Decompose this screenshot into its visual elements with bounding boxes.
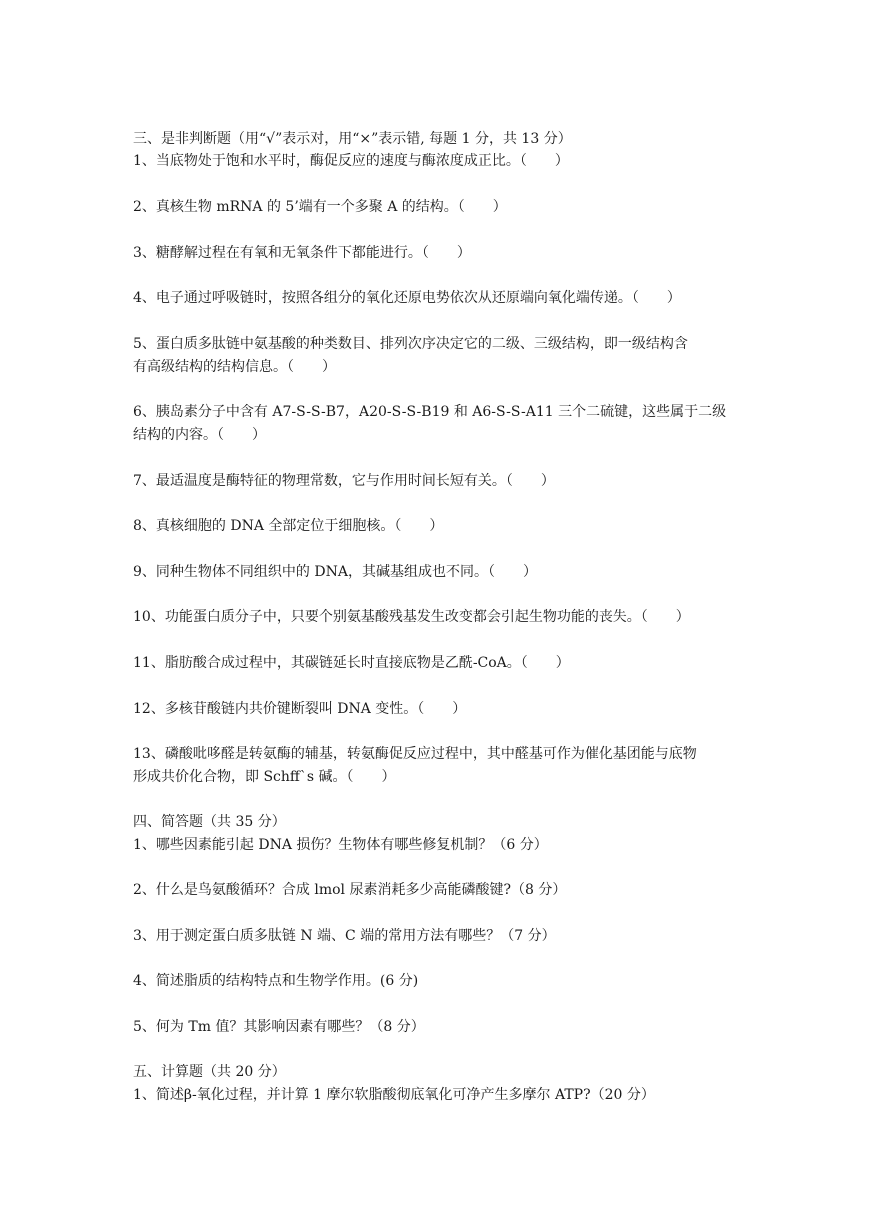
- question-line: 4、电子通过呼吸链时，按照各组分的氧化还原电势依次从还原端向氧化端传递。（ ）: [133, 290, 681, 306]
- question-line: 7、最适温度是酶特征的物理常数，它与作用时间长短有关。（ ）: [133, 473, 555, 489]
- question-line: 1、简述β-氧化过程，并计算 1 摩尔软脂酸彻底氧化可净产生多摩尔 ATP?（20 分）: [133, 1087, 655, 1103]
- question-line: 5、何为 Tm 值？其影响因素有哪些？（8 分）: [133, 1019, 425, 1035]
- question-line: 13、磷酸吡哆醛是转氨酶的辅基，转氨酶促反应过程中，其中醛基可作为催化基团能与底物: [133, 746, 697, 762]
- section-5-heading: 五、计算题（共 20 分）: [133, 1064, 286, 1080]
- question-line: 1、当底物处于饱和水平时，酶促反应的速度与酶浓度成正比。（ ）: [133, 153, 569, 169]
- question-line: 1、哪些因素能引起 DNA 损伤？生物体有哪些修复机制？（6 分）: [133, 837, 548, 853]
- question-line: 形成共价化合物，即 Schff`s 碱。（ ）: [133, 769, 396, 785]
- question-line: 12、多核苷酸链内共价键断裂叫 DNA 变性。（ ）: [133, 701, 467, 717]
- question-line: 2、真核生物 mRNA 的 5’端有一个多聚 A 的结构。（ ）: [133, 199, 507, 215]
- question-line: 2、什么是鸟氨酸循环？合成 lmol 尿素消耗多少高能磷酸键?（8 分）: [133, 882, 567, 898]
- question-line: 5、蛋白质多肽链中氨基酸的种类数目、排列次序决定它的二级、三级结构，即一级结构含: [133, 336, 688, 352]
- question-line: 有高级结构的结构信息。（ ）: [133, 359, 336, 375]
- question-line: 9、同种生物体不同组织中的 DNA，其碱基组成也不同。（ ）: [133, 564, 537, 580]
- question-line: 3、糖酵解过程在有氧和无氧条件下都能进行。（ ）: [133, 245, 471, 261]
- section-4-heading: 四、简答题（共 35 分）: [133, 814, 286, 830]
- question-line: 结构的内容。（ ）: [133, 427, 266, 443]
- question-line: 8、真核细胞的 DNA 全部定位于细胞核。（ ）: [133, 518, 444, 534]
- section-3-heading: 三、是非判断题（用“√”表示对，用“×”表示错, 每题 1 分，共 13 分）: [133, 131, 572, 147]
- question-line: 11、脂肪酸合成过程中，其碳链延长时直接底物是乙酰-CoA。（ ）: [133, 655, 570, 671]
- question-line: 4、简述脂质的结构特点和生物学作用。(6 分): [133, 973, 419, 989]
- question-line: 10、功能蛋白质分子中，只要个别氨基酸残基发生改变都会引起生物功能的丧失。（ ）: [133, 609, 690, 625]
- question-line: 6、胰岛素分子中含有 A7-S-S-B7，A20-S-S-B19 和 A6-S-S-A11 三个二硫键，这些属于二级: [133, 404, 727, 420]
- question-line: 3、用于测定蛋白质多肽链 N 端、C 端的常用方法有哪些？（7 分）: [133, 928, 556, 944]
